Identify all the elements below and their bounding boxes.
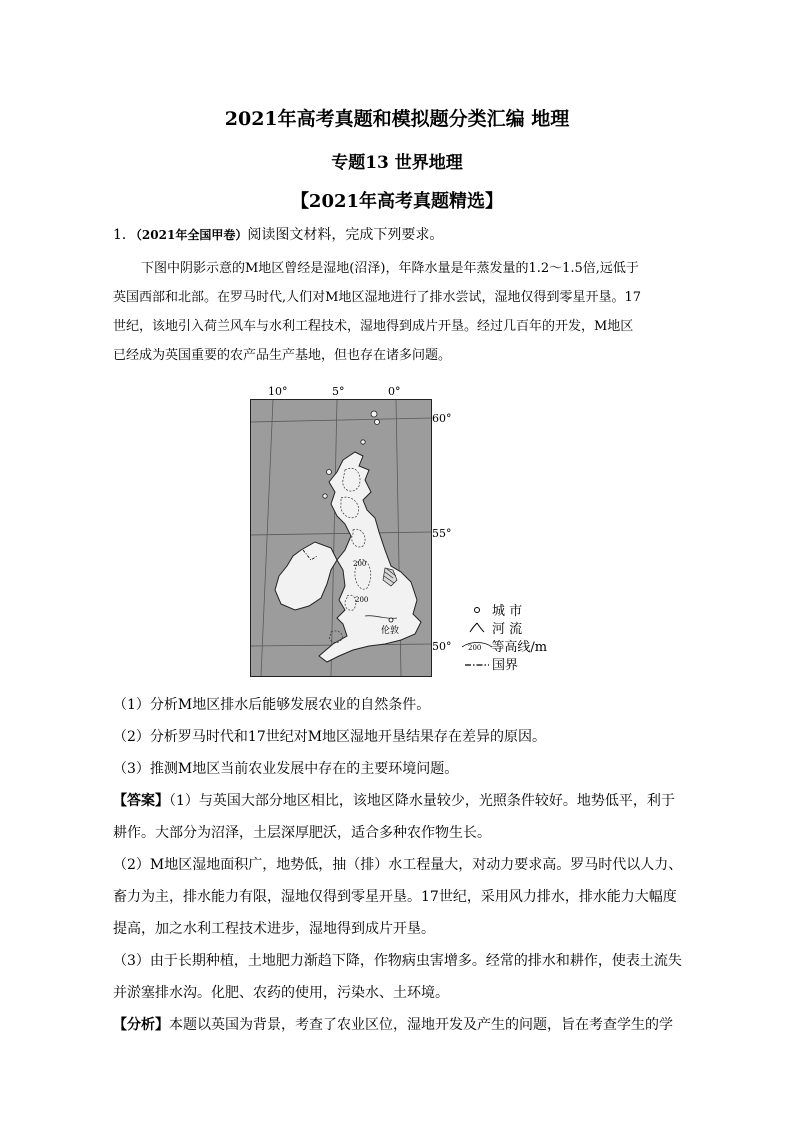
legend-item [462, 621, 547, 639]
legend-item [462, 639, 547, 657]
question-stem [113, 224, 443, 244]
document-title: 2021年高考真题和模拟题分类汇编 地理 [224, 108, 570, 130]
sub-question: （1）分析M地区排水后能够发展农业的自然条件。 [113, 697, 431, 713]
answer-tag: 【答案】 [113, 793, 169, 809]
intro-line: 已经成为英国重要的农产品生产基地，但也存在诸多问题。 [113, 348, 452, 363]
map-graphic [251, 400, 431, 676]
contour-value: 200 [355, 596, 369, 604]
answer-line: （2）M地区湿地面积广，地势低，抽（排）水工程量大，对动力要求高。罗马时代以人力、 [113, 857, 683, 873]
legend-label: 城 市 [492, 604, 523, 619]
question-number: 1． [113, 227, 136, 243]
sub-question: （3）推测M地区当前农业发展中存在的主要环境问题。 [113, 761, 459, 777]
london-label: 伦敦 [381, 626, 400, 636]
question-source: （2021年全国甲卷） [135, 228, 248, 242]
section-heading: 【2021年高考真题精选】 [290, 191, 504, 212]
lat-label: 55° [432, 527, 452, 540]
intro-line: 下图中阴影示意的M地区曾经是湿地(沼泽)，年降水量是年蒸发量的1.2～1.5倍,远低于 [141, 261, 639, 276]
british-isles-map [250, 399, 432, 677]
answer-line [113, 785, 675, 817]
lon-label: 0° [388, 385, 401, 398]
analysis-line [113, 1009, 673, 1041]
legend-label: 河 流 [492, 622, 523, 637]
river-icon [462, 621, 492, 639]
question-instruction: 阅读图文材料，完成下列要求。 [247, 227, 444, 243]
sub-question: （2）分析罗马时代和17世纪对M地区湿地开垦结果存在差异的原因。 [113, 729, 547, 745]
contour-symbol: 200 [468, 644, 482, 652]
map-legend [462, 603, 547, 675]
contour-value: 200 [353, 560, 367, 568]
legend-label: 国界 [492, 658, 519, 673]
document-subtitle: 专题13 世界地理 [331, 153, 463, 173]
answer-line: 畜力为主，排水能力有限，湿地仅得到零星开垦。17世纪，采用风力排水，排水能力大幅度 [113, 889, 677, 905]
lon-label: 5° [332, 385, 345, 398]
answer-line: 提高，加之水利工程技术进步，湿地得到成片开垦。 [113, 921, 435, 937]
analysis-tag: 【分析】 [113, 1017, 169, 1033]
answer-line: 并淤塞排水沟。化肥、农药的使用，污染水、土环境。 [113, 985, 449, 1001]
intro-line: 英国西部和北部。在罗马时代,人们对M地区湿地进行了排水尝试，湿地仅得到零星开垦。17 [113, 290, 641, 305]
legend-item [462, 657, 547, 675]
border-icon [462, 657, 492, 675]
answer-text: （1）与英国大部分地区相比，该地区降水量较少，光照条件较好。地势低平，利于 [169, 793, 675, 809]
lat-label: 50° [432, 640, 452, 653]
answer-line: 耕作。大部分为沼泽，土层深厚肥沃，适合多种农作物生长。 [113, 825, 491, 841]
lat-label: 60° [432, 412, 452, 425]
city-dot-icon [462, 603, 492, 621]
legend-label: 等高线/m [491, 640, 548, 655]
legend-item [462, 603, 547, 621]
contour-icon [462, 639, 492, 657]
question-intro [113, 254, 683, 370]
lon-label: 10° [268, 385, 288, 398]
analysis-text: 本题以英国为背景，考查了农业区位，湿地开发及产生的问题，旨在考查学生的学 [169, 1017, 673, 1033]
intro-line: 世纪，该地引入荷兰风车与水利工程技术，湿地得到成片开垦。经过几百年的开发，M地区 [113, 319, 634, 334]
answer-line: （3）由于长期种植，土地肥力渐趋下降，作物病虫害增多。经常的排水和耕作，使表土流失 [113, 953, 682, 969]
